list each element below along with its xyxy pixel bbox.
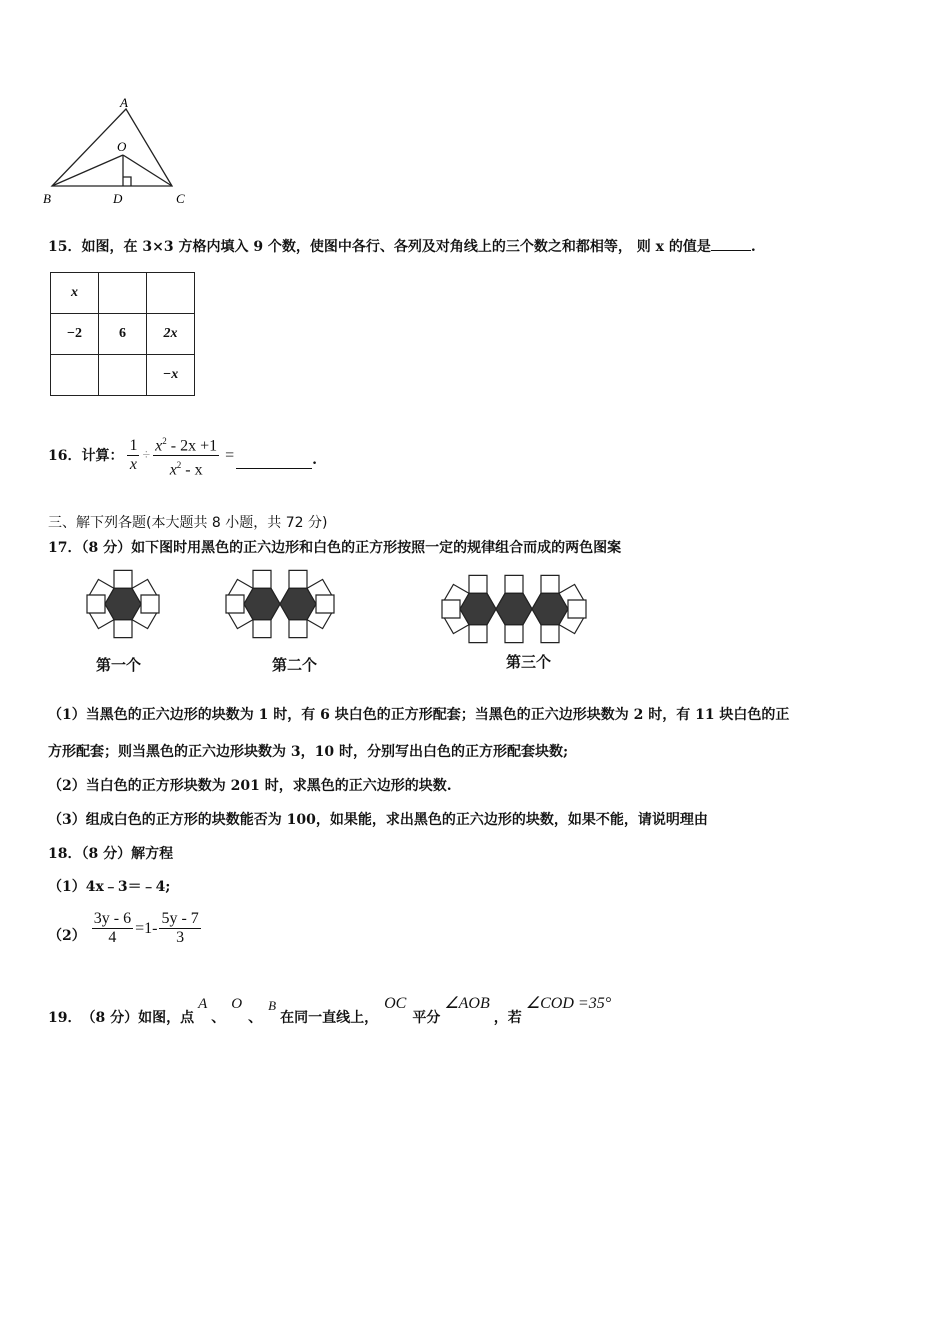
grid-cell bbox=[51, 355, 99, 396]
question-17 bbox=[48, 538, 621, 558]
white-square bbox=[141, 595, 159, 613]
white-square bbox=[226, 595, 244, 613]
q19-text-2: 在同一直线上， bbox=[280, 1010, 379, 1026]
white-square bbox=[469, 625, 487, 643]
q19-ray-oc: OC bbox=[384, 995, 407, 1012]
q17-part-1b: 方形配套；则当黑色的正六边形块数为 3，10 时，分别写出白色的正方形配套块数; bbox=[48, 744, 569, 760]
q19-angle-aob: ∠AOB bbox=[444, 995, 490, 1012]
q16-f2-den-rest: - x bbox=[181, 461, 203, 479]
q16-divide-sign: ÷ bbox=[142, 447, 151, 463]
q16-fraction-2 bbox=[153, 432, 219, 480]
grid-cell bbox=[99, 273, 147, 314]
q17-part-3: （3）组成白色的正方形的块数能否为 100，如果能，求出黑色的正六边形的块数，如果不能，请说明理由 bbox=[48, 812, 708, 828]
grid-cell: −2 bbox=[51, 314, 99, 355]
white-square bbox=[541, 625, 559, 643]
q18-fraction-2 bbox=[159, 910, 200, 947]
q17-part-2: （2）当白色的正方形块数为 201 时，求黑色的正六边形的块数. bbox=[48, 778, 452, 794]
white-square bbox=[289, 620, 307, 638]
question-16 bbox=[48, 432, 317, 480]
label-a: A bbox=[120, 95, 128, 110]
q16-end: . bbox=[312, 451, 318, 468]
q18-text: 解方程 bbox=[131, 846, 174, 862]
question-19 bbox=[48, 994, 611, 1028]
q16-f1-numerator: 1 bbox=[129, 437, 138, 455]
q16-answer-blank[interactable] bbox=[236, 454, 312, 469]
white-square bbox=[289, 570, 307, 588]
q19-angle-cod: ∠COD =35° bbox=[525, 995, 612, 1012]
q18-part-2-label: （2） bbox=[48, 927, 86, 944]
q17-number: 17． bbox=[48, 540, 82, 556]
grid-cell bbox=[147, 273, 195, 314]
white-square bbox=[253, 570, 271, 588]
q18-score: （8 分） bbox=[81, 846, 132, 862]
q18-fraction-1 bbox=[92, 910, 133, 947]
q18-f1-numerator: 3y - 6 bbox=[93, 910, 132, 927]
q16-label: 计算： bbox=[81, 447, 124, 464]
q15-end: . bbox=[750, 239, 756, 255]
caption-first: 第一个 bbox=[96, 656, 142, 674]
q19-sep-2: 、 bbox=[248, 1010, 263, 1026]
white-square bbox=[114, 570, 132, 588]
q18-part-2 bbox=[48, 910, 201, 947]
white-square bbox=[505, 575, 523, 593]
grid-cell: −x bbox=[147, 355, 195, 396]
q15-answer-blank[interactable] bbox=[711, 236, 751, 251]
q18-middle: =1- bbox=[135, 919, 158, 937]
q17-score: （8 分） bbox=[81, 540, 132, 556]
q15-text: 如图，在 3×3 方格内填入 9 个数，使图中各行、各列及对角线上的三个数之和都相等， 则 x 的值是 bbox=[81, 239, 711, 255]
caption-third: 第三个 bbox=[506, 653, 552, 671]
white-square bbox=[469, 575, 487, 593]
q18-number: 18． bbox=[48, 846, 82, 862]
label-o: O bbox=[117, 139, 127, 154]
q19-point-a: A bbox=[198, 996, 208, 1012]
segment-ob bbox=[52, 155, 123, 186]
q16-equals: = bbox=[225, 446, 235, 464]
pattern-figures bbox=[0, 560, 950, 655]
label-c: C bbox=[176, 191, 185, 206]
black-hexagon bbox=[496, 593, 532, 624]
question-15 bbox=[48, 236, 756, 257]
q16-f2-num-rest: - 2x +1 bbox=[166, 437, 218, 455]
label-d: D bbox=[113, 191, 123, 206]
q18-f2-numerator: 5y - 7 bbox=[161, 910, 199, 927]
triangle-figure bbox=[40, 95, 200, 210]
q17-text: 如下图时用黑色的正六边形和白色的正方形按照一定的规律组合而成的两色图案 bbox=[131, 540, 622, 556]
q16-fraction-1 bbox=[127, 437, 139, 474]
caption-second: 第二个 bbox=[272, 656, 318, 674]
q16-number: 16． bbox=[48, 447, 82, 464]
q19-text-1: 如图，点 bbox=[138, 1010, 195, 1026]
q16-f2-num-x: x bbox=[155, 437, 163, 455]
q18-part-1: （1）4x﹣3＝﹣4; bbox=[48, 879, 171, 895]
q17-part-1a: （1）当黑色的正六边形的块数为 1 时，有 6 块白色的正方形配套；当黑色的正六边形块数为 2 时，有 11 块白色的正 bbox=[48, 707, 790, 723]
white-square bbox=[114, 620, 132, 638]
white-square bbox=[568, 600, 586, 618]
grid-cell: 2x bbox=[147, 314, 195, 355]
label-b: B bbox=[43, 191, 51, 206]
question-18 bbox=[48, 844, 173, 864]
q19-sep-1: 、 bbox=[211, 1010, 226, 1026]
white-square bbox=[541, 575, 559, 593]
q19-score: （8 分） bbox=[81, 1010, 139, 1026]
q15-number: 15． bbox=[48, 239, 82, 255]
q19-point-o: O bbox=[231, 996, 243, 1012]
white-square bbox=[442, 600, 460, 618]
q16-f2-den-sup: 2 bbox=[176, 460, 182, 471]
q18-f2-denominator: 3 bbox=[176, 929, 185, 946]
q19-text-3: 平分 bbox=[412, 1010, 441, 1026]
grid-cell: 6 bbox=[99, 314, 147, 355]
grid-cell bbox=[99, 355, 147, 396]
section-3-title: 三、解下列各题(本大题共 8 小题，共 72 分) bbox=[48, 515, 328, 531]
white-square bbox=[316, 595, 334, 613]
q16-f2-num-sup: 2 bbox=[162, 436, 167, 446]
q19-text-4: ，若 bbox=[493, 1010, 522, 1026]
grid-cell: x bbox=[51, 273, 99, 314]
q19-point-b: B bbox=[268, 998, 277, 1013]
magic-square-grid bbox=[50, 272, 195, 396]
white-square bbox=[87, 595, 105, 613]
right-angle-mark bbox=[123, 177, 131, 186]
q18-f1-denominator: 4 bbox=[108, 929, 117, 946]
q19-number: 19． bbox=[48, 1010, 82, 1026]
white-square bbox=[253, 620, 271, 638]
q16-f2-den-x: x bbox=[169, 461, 177, 479]
white-square bbox=[505, 625, 523, 643]
q16-f1-denominator: x bbox=[129, 456, 138, 474]
